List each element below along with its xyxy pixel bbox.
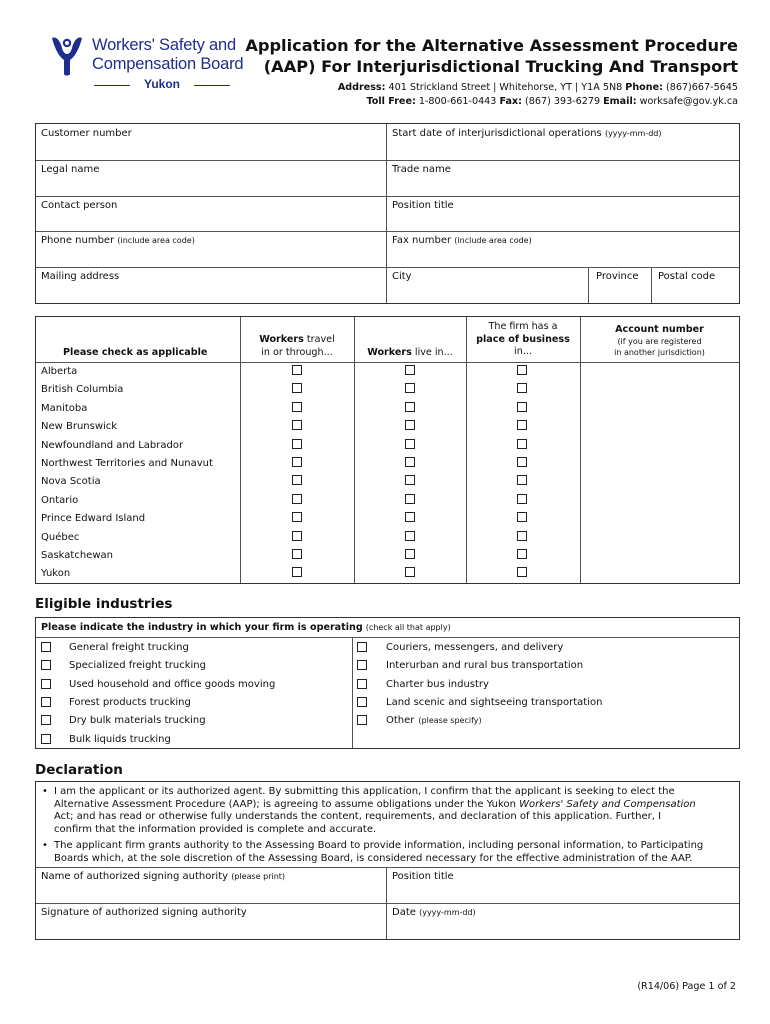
form-title-line2: (AAP) For Interjurisdictional Trucking And Transport	[263, 57, 738, 76]
declaration-heading: Declaration	[35, 762, 123, 778]
fax-label: Fax:	[499, 96, 522, 107]
checkbox-travel[interactable]	[292, 567, 302, 577]
mailing-address-field[interactable]: Mailing address	[41, 271, 120, 282]
checkbox-travel[interactable]	[292, 531, 302, 541]
col-travel-header	[240, 334, 354, 359]
checkbox-travel[interactable]	[292, 420, 302, 430]
industry-label-text: Used household and office goods moving	[69, 678, 276, 690]
checkbox-live[interactable]	[405, 475, 415, 485]
industry-label-text: Land scenic and sightseeing transportation	[386, 696, 603, 708]
col-account-header	[580, 324, 739, 359]
checkbox-travel[interactable]	[292, 494, 302, 504]
province-label: Québec	[41, 531, 80, 543]
checkbox-firm[interactable]	[517, 383, 527, 393]
date-label: Date	[392, 907, 416, 918]
address-value: 401 Strickland Street | Whitehorse, YT | Y1A 5N8	[388, 82, 623, 93]
phone-number-hint: (include area code)	[117, 236, 195, 245]
industry-label	[386, 642, 563, 653]
position-title-field[interactable]: Position title	[392, 200, 454, 211]
checkbox-firm[interactable]	[517, 531, 527, 541]
form-title	[238, 35, 738, 77]
postal-code-field[interactable]: Postal code	[658, 271, 716, 282]
industry-label	[386, 679, 489, 690]
industry-label	[386, 715, 482, 726]
contact-info	[218, 81, 738, 109]
province-label: Northwest Territories and Nunavut	[41, 458, 213, 469]
customer-number-field[interactable]: Customer number	[41, 128, 132, 139]
declaration-para-1	[54, 786, 724, 837]
province-label: Saskatchewan	[41, 550, 113, 561]
signing-name-hint: (please print)	[231, 872, 286, 881]
industry-checkbox[interactable]	[41, 697, 51, 707]
col-check-header: Please check as applicable	[63, 347, 208, 358]
checkbox-firm[interactable]	[517, 365, 527, 375]
industry-checkbox[interactable]	[357, 642, 367, 652]
contact-person-field[interactable]: Contact person	[41, 200, 118, 211]
checkbox-travel[interactable]	[292, 402, 302, 412]
wcb-logo-icon	[50, 34, 84, 78]
industry-label-text: Charter bus industry	[386, 678, 489, 690]
checkbox-firm[interactable]	[517, 512, 527, 522]
col-live-header	[354, 347, 466, 358]
checkbox-firm[interactable]	[517, 402, 527, 412]
industry-label	[69, 715, 206, 726]
col-account-line3: in another jurisdiction)	[614, 348, 705, 357]
checkbox-live[interactable]	[405, 549, 415, 559]
province-field[interactable]: Province	[596, 271, 639, 282]
industry-checkbox[interactable]	[41, 715, 51, 725]
province-label: Prince Edward Island	[41, 513, 146, 525]
industry-label	[69, 697, 191, 708]
checkbox-firm[interactable]	[517, 420, 527, 430]
checkbox-firm[interactable]	[517, 567, 527, 577]
tollfree-label: Toll Free:	[366, 96, 416, 107]
fax-value: (867) 393-6279	[525, 96, 601, 107]
decl-p1-line4: confirm that the information provided is complete and accurate.	[54, 824, 377, 836]
decl-p2-line2: Boards which, at the sole discretion of the Assessing Board, is considered necessary for the effective administration of the AAP.	[54, 852, 693, 864]
industry-label-text: Dry bulk materials trucking	[69, 715, 206, 727]
declaration-bullet-1: •	[42, 786, 48, 797]
industry-label-text: Interurban and rural bus transportation	[386, 660, 584, 672]
signer-position-title-field[interactable]: Position title	[392, 871, 454, 882]
date-hint: (yyyy-mm-dd)	[419, 908, 476, 917]
checkbox-firm[interactable]	[517, 475, 527, 485]
org-name-line2: Compensation Board	[92, 55, 244, 73]
page-info: (R14/06) Page 1 of 2	[637, 981, 736, 992]
industry-checkbox[interactable]	[41, 660, 51, 670]
tollfree-value: 1-800-661-0443	[418, 96, 497, 107]
industry-label	[386, 697, 602, 708]
address-label: Address:	[337, 82, 386, 93]
col-firm-line1: The firm has a	[488, 321, 558, 332]
email-value: worksafe@gov.yk.ca	[639, 96, 738, 107]
checkbox-live[interactable]	[405, 420, 415, 430]
checkbox-firm[interactable]	[517, 457, 527, 467]
checkbox-travel[interactable]	[292, 512, 302, 522]
decl-p1-line3: Act; and has read or otherwise fully understands the content, requirements, and declaration of this application. Further, I	[54, 811, 662, 823]
org-name-line1: Workers' Safety and	[92, 36, 236, 54]
checkbox-firm[interactable]	[517, 439, 527, 449]
industry-checkbox[interactable]	[357, 679, 367, 689]
fax-number-field[interactable]	[392, 235, 532, 246]
decl-p2-line1: The applicant firm grants authority to the Assessing Board to provide information, including personal information, to Participating	[54, 840, 704, 851]
checkbox-travel[interactable]	[292, 549, 302, 559]
industry-label	[69, 660, 206, 671]
checkbox-travel[interactable]	[292, 383, 302, 393]
declaration-bullet-2: •	[42, 840, 48, 851]
industry-label	[69, 679, 275, 690]
checkbox-travel[interactable]	[292, 439, 302, 449]
industries-instruction	[41, 622, 451, 633]
checkbox-firm[interactable]	[517, 494, 527, 504]
industry-checkbox[interactable]	[41, 642, 51, 652]
form-title-line1: Application for the Alternative Assessment Procedure	[245, 36, 738, 55]
col-live-rest: live in...	[414, 347, 453, 358]
province-label: Alberta	[41, 366, 78, 377]
fax-number-hint: (include area code)	[454, 236, 532, 245]
checkbox-live[interactable]	[405, 439, 415, 449]
email-label: Email:	[603, 96, 637, 107]
industries-instruction-hint: (check all that apply)	[365, 623, 451, 632]
industry-label-text: Other	[386, 715, 415, 727]
decl-p1-line1: I am the applicant or its authorized agent. By submitting this application, I confirm that the applicant is seeking to elect the	[54, 786, 675, 797]
org-subtitle: Yukon	[92, 77, 232, 91]
fax-number-label: Fax number	[392, 235, 452, 246]
industry-label	[69, 642, 189, 653]
checkbox-live[interactable]	[405, 402, 415, 412]
decl-p1-line2: Alternative Assessment Procedure (AAP); is agreeing to assume obligations under the Yukon	[54, 798, 520, 810]
province-label: New Brunswick	[41, 421, 118, 433]
phone-value: (867)667-5645	[666, 82, 738, 93]
checkbox-travel[interactable]	[292, 457, 302, 467]
checkbox-live[interactable]	[405, 512, 415, 522]
province-label: Manitoba	[41, 402, 88, 414]
date-field[interactable]	[392, 907, 476, 918]
checkbox-live[interactable]	[405, 494, 415, 504]
industry-label-text: Forest products trucking	[69, 696, 191, 708]
checkbox-live[interactable]	[405, 567, 415, 577]
industry-label-text: Bulk liquids trucking	[69, 733, 171, 745]
col-firm-line3: in...	[514, 346, 532, 357]
checkbox-live[interactable]	[405, 383, 415, 393]
col-travel-rest: travel	[306, 334, 335, 345]
start-date-hint: (yyyy-mm-dd)	[604, 129, 662, 138]
checkbox-live[interactable]	[405, 365, 415, 375]
industry-label	[69, 734, 171, 745]
province-label: Yukon	[41, 568, 71, 580]
signature-field[interactable]: Signature of authorized signing authority	[41, 907, 247, 918]
phone-label: Phone:	[625, 82, 663, 93]
industry-label-text: General freight trucking	[69, 642, 189, 653]
industry-label-text: Specialized freight trucking	[69, 660, 206, 672]
province-label: Ontario	[41, 494, 79, 506]
industry-label	[386, 660, 583, 671]
col-live-bold: Workers	[367, 347, 412, 358]
province-label: British Columbia	[41, 384, 124, 396]
industries-heading: Eligible industries	[35, 596, 173, 612]
phone-number-field[interactable]	[41, 235, 195, 246]
industry-label-text: Couriers, messengers, and delivery	[386, 642, 564, 653]
industry-checkbox[interactable]	[357, 715, 367, 725]
city-field[interactable]: City	[392, 271, 412, 282]
checkbox-live[interactable]	[405, 531, 415, 541]
col-firm-header	[466, 321, 580, 359]
legal-name-field[interactable]: Legal name	[41, 164, 100, 175]
industry-checkbox[interactable]	[357, 660, 367, 670]
other-hint: (please specify)	[418, 716, 482, 726]
phone-number-label: Phone number	[41, 235, 115, 246]
col-travel-bold: Workers	[259, 334, 304, 345]
col-travel-line2: in or through...	[261, 346, 333, 358]
industry-checkbox[interactable]	[41, 734, 51, 744]
industries-instruction-text: Please indicate the industry in which your firm is operating	[41, 622, 363, 633]
col-account-title: Account number	[615, 324, 704, 335]
signing-name-label: Name of authorized signing authority	[41, 871, 229, 882]
industry-checkbox[interactable]	[357, 697, 367, 707]
start-date-field[interactable]	[392, 128, 662, 139]
industry-checkbox[interactable]	[41, 679, 51, 689]
org-name	[92, 36, 243, 74]
checkbox-live[interactable]	[405, 457, 415, 467]
col-account-line2: (if you are registered	[617, 336, 702, 346]
signing-name-field[interactable]	[41, 871, 285, 882]
col-firm-line2: place of business	[476, 333, 570, 345]
checkbox-travel[interactable]	[292, 475, 302, 485]
province-label: Nova Scotia	[41, 476, 101, 488]
decl-act-italic: Workers' Safety and Compensation	[519, 798, 696, 810]
checkbox-firm[interactable]	[517, 549, 527, 559]
start-date-label: Start date of interjurisdictional operations	[392, 128, 602, 139]
province-label: Newfoundland and Labrador	[41, 439, 184, 451]
declaration-para-2	[54, 840, 724, 865]
trade-name-field[interactable]: Trade name	[392, 164, 451, 175]
checkbox-travel[interactable]	[292, 365, 302, 375]
